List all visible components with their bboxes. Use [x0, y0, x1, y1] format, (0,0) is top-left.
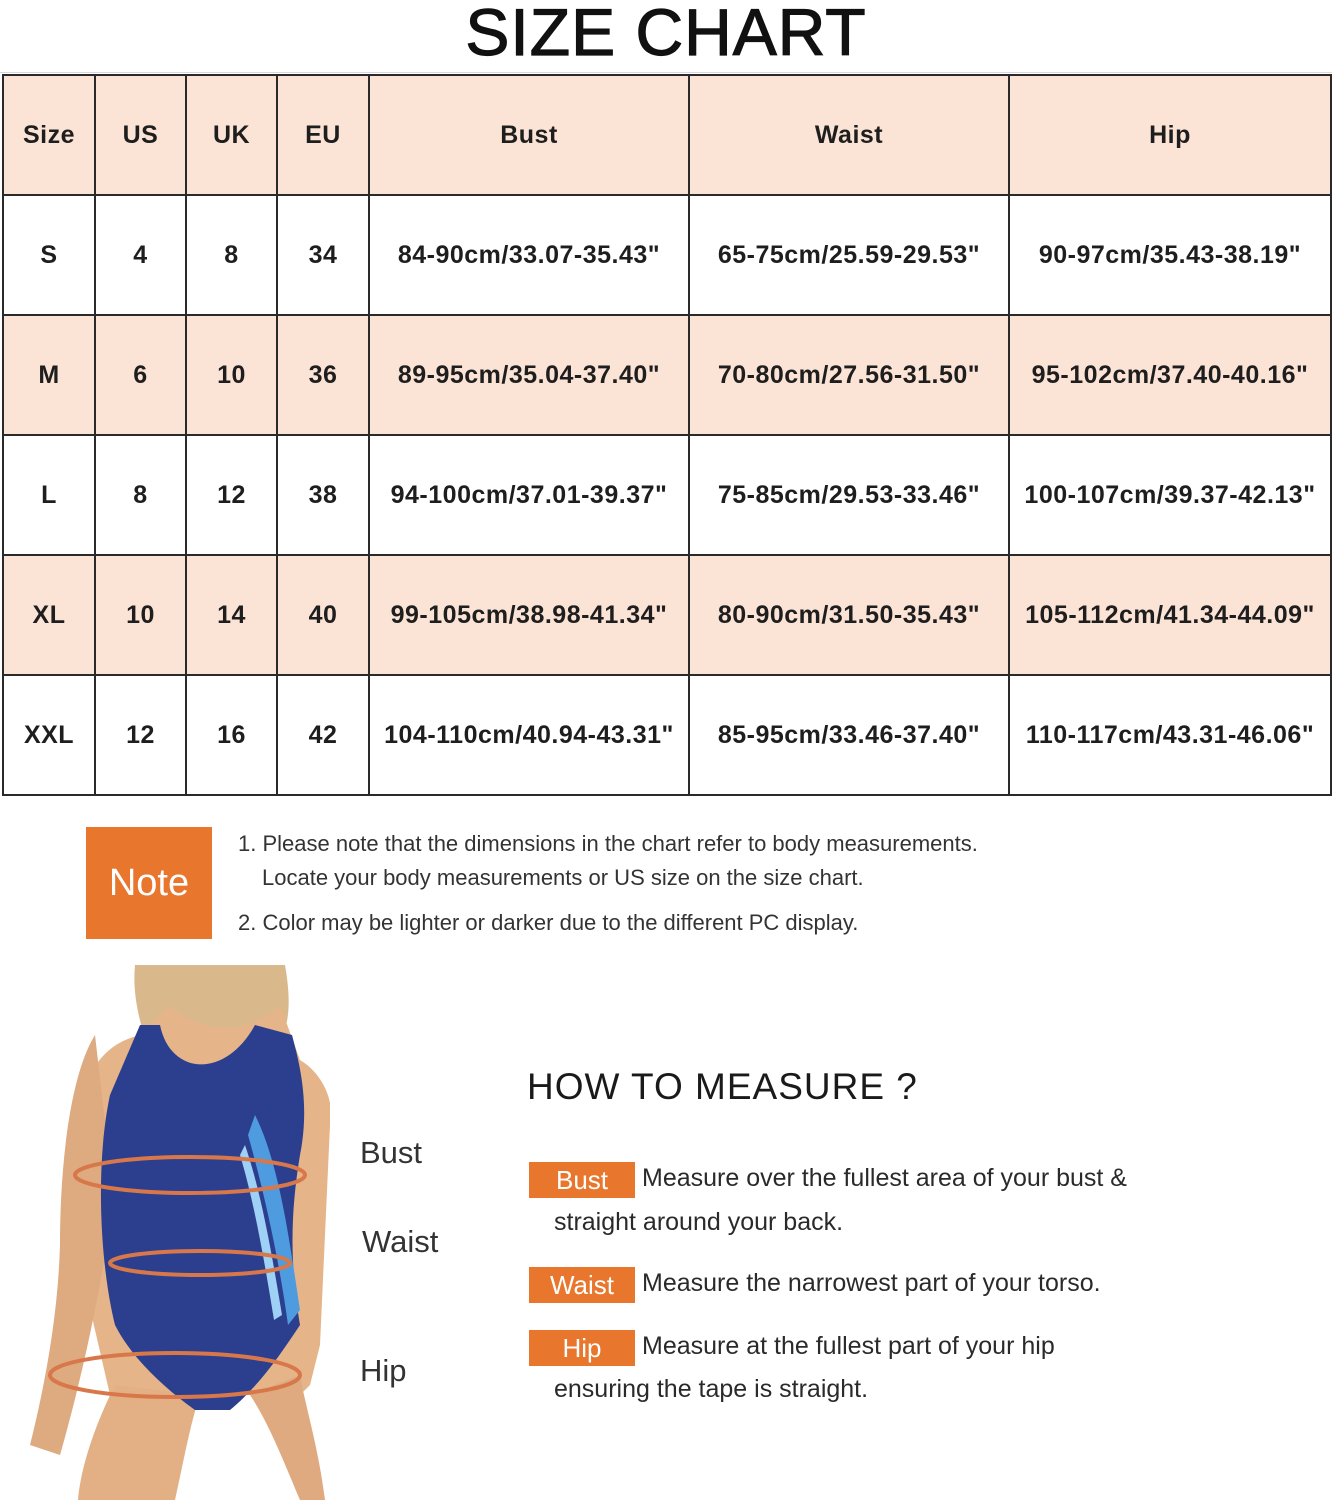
table-cell: 34: [277, 195, 369, 315]
table-row: [3, 555, 1331, 675]
size-chart-table: [2, 74, 1332, 796]
header-cell: EU: [277, 75, 369, 195]
table-cell: 8: [186, 195, 277, 315]
table-cell: 84-90cm/33.07-35.43": [369, 195, 689, 315]
model-swimsuit-illustration: [0, 965, 330, 1500]
bust-instruction-2: straight around your back.: [554, 1208, 844, 1236]
table-row: [3, 435, 1331, 555]
table-cell: 80-90cm/31.50-35.43": [689, 555, 1009, 675]
table-cell: 40: [277, 555, 369, 675]
table-cell: 65-75cm/25.59-29.53": [689, 195, 1009, 315]
hip-instruction-1: Measure at the fullest part of your hip: [642, 1332, 1055, 1360]
table-cell: 10: [95, 555, 186, 675]
note-line-1: 1. Please note that the dimensions in the chart refer to body measurements.: [238, 831, 978, 856]
table-cell: 89-95cm/35.04-37.40": [369, 315, 689, 435]
table-cell: 8: [95, 435, 186, 555]
header-cell: Bust: [369, 75, 689, 195]
table-cell: 42: [277, 675, 369, 795]
header-cell: UK: [186, 75, 277, 195]
table-cell: M: [3, 315, 95, 435]
tag-waist: Waist: [529, 1267, 635, 1303]
header-cell: Hip: [1009, 75, 1331, 195]
table-cell: XL: [3, 555, 95, 675]
table-cell: 99-105cm/38.98-41.34": [369, 555, 689, 675]
header-cell: Waist: [689, 75, 1009, 195]
table-cell: 105-112cm/41.34-44.09": [1009, 555, 1331, 675]
note-line-1b: Locate your body measurements or US size on the size chart.: [262, 865, 864, 890]
header-cell: Size: [3, 75, 95, 195]
table-cell: 94-100cm/37.01-39.37": [369, 435, 689, 555]
table-cell: 12: [186, 435, 277, 555]
table-cell: L: [3, 435, 95, 555]
table-cell: 75-85cm/29.53-33.46": [689, 435, 1009, 555]
table-cell: 70-80cm/27.56-31.50": [689, 315, 1009, 435]
table-cell: 38: [277, 435, 369, 555]
table-cell: 100-107cm/39.37-42.13": [1009, 435, 1331, 555]
table-cell: 16: [186, 675, 277, 795]
table-cell: 85-95cm/33.46-37.40": [689, 675, 1009, 795]
tag-hip: Hip: [529, 1330, 635, 1366]
note-line-2: 2. Color may be lighter or darker due to the different PC display.: [238, 910, 859, 935]
waist-instruction-1: Measure the narrowest part of your torso.: [642, 1269, 1101, 1297]
table-row: [3, 195, 1331, 315]
table-cell: 14: [186, 555, 277, 675]
page-title: SIZE CHART: [465, 0, 867, 69]
table-cell: 104-110cm/40.94-43.31": [369, 675, 689, 795]
table-cell: 95-102cm/37.40-40.16": [1009, 315, 1331, 435]
table-cell: 4: [95, 195, 186, 315]
figure-label-hip: Hip: [360, 1353, 407, 1388]
table-cell: 36: [277, 315, 369, 435]
figure-label-bust: Bust: [360, 1135, 423, 1170]
note-badge: Note: [86, 827, 212, 939]
table-cell: 90-97cm/35.43-38.19": [1009, 195, 1331, 315]
table-header-row: [3, 75, 1331, 195]
how-to-measure-title: HOW TO MEASURE ?: [527, 1066, 918, 1107]
table-cell: 10: [186, 315, 277, 435]
table-cell: 6: [95, 315, 186, 435]
table-cell: XXL: [3, 675, 95, 795]
table-row: [3, 675, 1331, 795]
table-row: [3, 315, 1331, 435]
bust-instruction-1: Measure over the fullest area of your bust &: [642, 1164, 1127, 1192]
table-cell: 12: [95, 675, 186, 795]
header-cell: US: [95, 75, 186, 195]
table-cell: S: [3, 195, 95, 315]
table-cell: 110-117cm/43.31-46.06": [1009, 675, 1331, 795]
figure-label-waist: Waist: [362, 1224, 439, 1259]
hip-instruction-2: ensuring the tape is straight.: [554, 1375, 869, 1403]
tag-bust: Bust: [529, 1162, 635, 1198]
title-divider: [0, 72, 1332, 73]
